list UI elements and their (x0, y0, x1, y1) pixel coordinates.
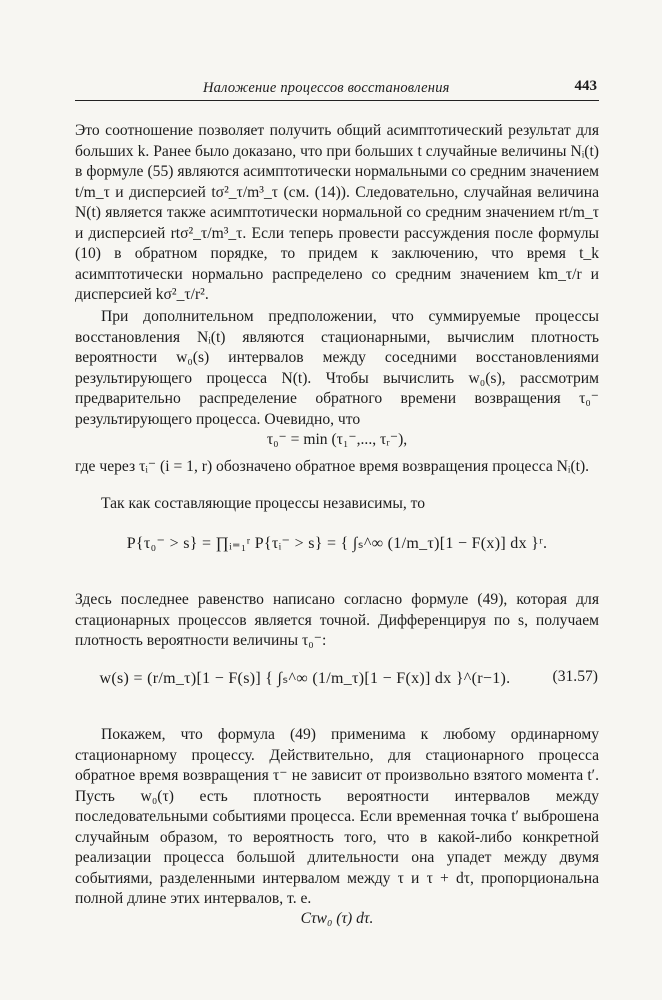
paragraph-4: Так как составляющие процессы независимы, то (101, 495, 426, 512)
paragraph-2: При дополнительном предположении, что суммируемые процессы восстановления Nᵢ(t) являются стационарными, вычислим плотность вероятности w₀(s) интервалов между соседними восстановлениями результирующего процесса N(t). Чтобы вычислить w₀(s), рассмотрим предварительно распределение обратного времени возвращения τ₀⁻ результирующего процесса. Очевидно, что (75, 308, 599, 428)
paragraph-1: Это соотношение позволяет получить общий асимптотический результат для больших k. Ранее было доказано, что при больших t случайные величины Nᵢ(t) в формуле (55) являются асимптотически нормальными со средним значением t/m_τ и дисперсией tσ²_τ/m³_τ (см. (14)). Следовательно, случайная величина N(t) является также асимптотически нормальной со средним значением rt/m_τ и дисперсией rtσ²_τ/m³_τ. Если теперь провести рассуждения после формулы (10) в обратном порядке, то придем к заключению, что время t_k асимптотически нормально распределено со средним значением km_τ/r и дисперсией kσ²_τ/r². (75, 122, 599, 303)
equation-number: (31.57) (552, 668, 598, 685)
formula-density: w(s) = (r/m_τ)[1 − F(s)] { ∫ₛ^∞ (1/m_τ)[1 − F(x)] dx }^(r−1). (99, 670, 511, 687)
formula-c-tau: Cτw₀ (τ) dτ. (300, 910, 374, 927)
paragraph-5: Здесь последнее равенство написано согласно формуле (49), которая для стационарных процессов является точной. Дифференцируя по s, получаем плотность вероятности величины τ₀⁻: (75, 591, 599, 649)
paragraph-3: где через τᵢ⁻ (i = 1, r) обозначено обратное время возвращения процесса Nᵢ(t). (75, 458, 590, 475)
formula-product: P{τ₀⁻ > s} = ∏ᵢ₌₁ʳ P{τᵢ⁻ > s} = { ∫ₛ^∞ (1/m_τ)[1 − F(x)] dx }ʳ. (126, 535, 548, 552)
running-header (75, 78, 599, 101)
page-number: 443 (574, 78, 597, 94)
formula-min: τ₀⁻ = min (τ₁⁻,..., τᵣ⁻), (266, 431, 408, 448)
chapter-title: Наложение процессов восстановления (203, 80, 450, 96)
paragraph-6: Покажем, что формула (49) применима к любому ординарному стационарному процессу. Действительно, для стационарного процесса обратное время возвращения τ⁻ не зависит от произвольно взятого момента t′. Пусть w₀(τ) есть плотность вероятности интервалов между последовательными событиями процесса. Если временная точка t′ выброшена случайным образом, то вероятность того, что в какой-либо конкретной реализации процесса большой длительности она упадет между двумя событиями, разделенными интервалом между τ и τ + dτ, пропорциональна полной длине этих интервалов, т. е. (75, 726, 599, 907)
